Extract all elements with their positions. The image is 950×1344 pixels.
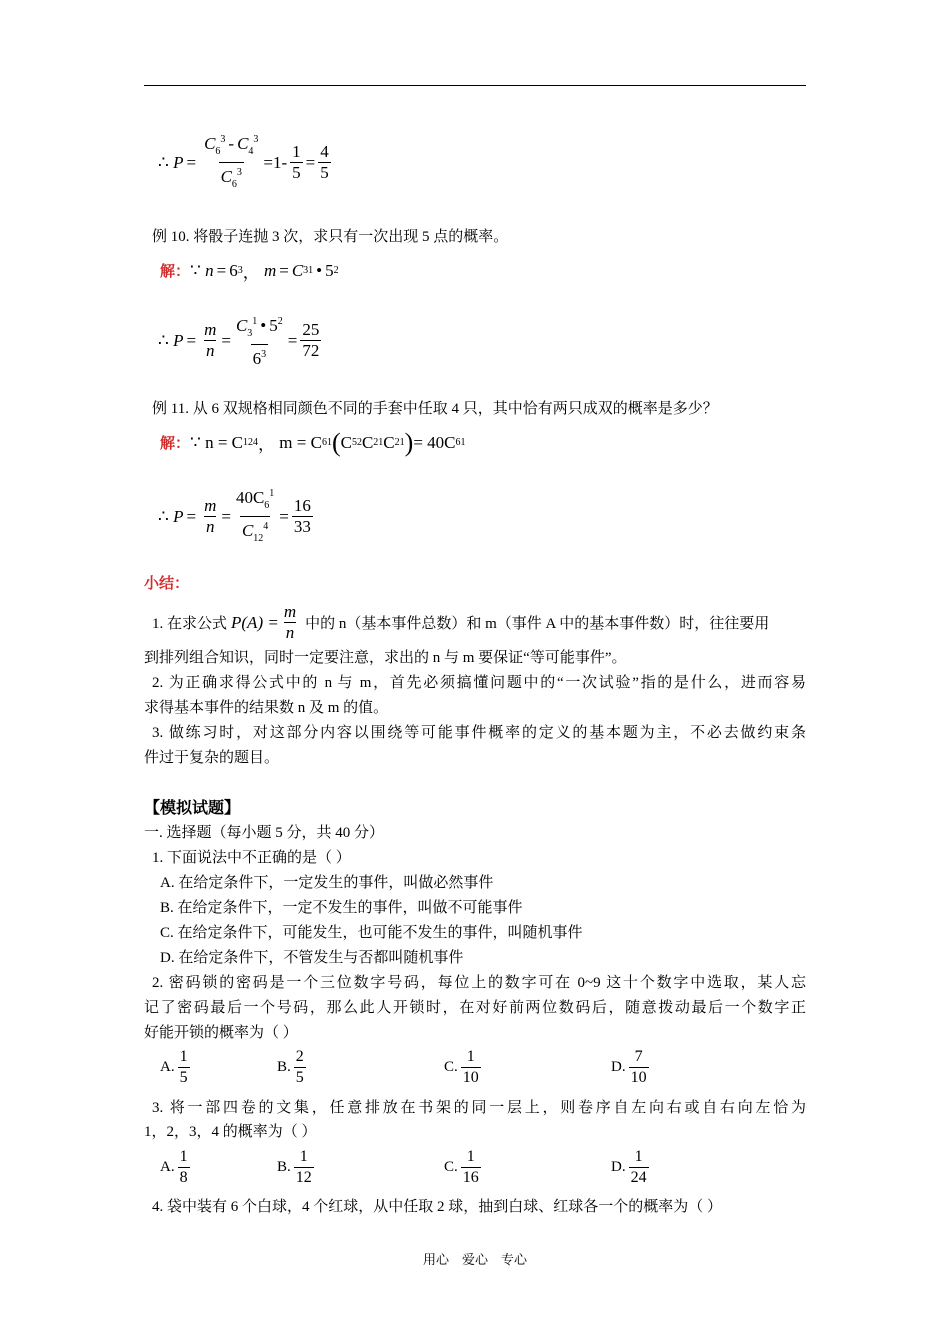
fraction: $\frac{1}{16}$ (462, 1148, 479, 1186)
summary-point-2: 2. 为正确求得公式中的 n 与 m，首先必须搞懂问题中的“一次试验”指的是什么，进而容易 (152, 675, 806, 691)
example-10-given: 解： ∵ n = 6 3 ， m = C 3 1 • 5 2 (160, 260, 339, 282)
fraction: $\frac{1}{10}$ (462, 1048, 479, 1086)
question-3-cont: 1，2，3，4 的概率为（ ） (144, 1124, 317, 1140)
fraction: $\frac{7}{10}$ (630, 1048, 647, 1086)
fraction: $\frac{1}{5}$ (292, 142, 301, 182)
question-3-option-d: D. $\frac{1}{24}$ (611, 1148, 647, 1186)
mock-test-heading: 【模拟试题】 (144, 800, 241, 817)
fraction: $\frac{C_6^3 - C_4^3}{C_6^3}$ (202, 130, 260, 195)
section-multiple-choice: 一. 选择题（每小题 5 分，共 40 分） (144, 825, 385, 841)
question-3-option-a: A. $\frac{1}{8}$ (160, 1148, 188, 1186)
example-11-given: 解： ∵ n = C 12 4 ， m = C 6 1 ( C 5 2 C 2 1 C 2 1 ) = 40C 6 1 (160, 427, 466, 457)
fraction: $\frac{m}{n}$ (204, 320, 217, 360)
question-3: 3. 将一部四卷的文集，任意排放在书架的同一层上，则卷序自左向右或自右向左恰为 (152, 1100, 806, 1116)
question-1-option-d: D. 在给定条件下，不管发生与否都叫随机事件 (160, 950, 464, 966)
example-10-title: 例 10. 将骰子连抛 3 次，求只有一次出现 5 点的概率。 (152, 229, 509, 245)
question-1-option-b: B. 在给定条件下，一定不发生的事件，叫做不可能事件 (160, 900, 523, 916)
summary-point-3-cont: 件过于复杂的题目。 (144, 750, 280, 766)
fraction: $\frac{2}{5}$ (295, 1048, 304, 1086)
question-3-option-c: C. $\frac{1}{16}$ (444, 1148, 479, 1186)
summary-point-1: 1. 在求公式 P(A) = $\frac{m}{n}$ 中的 n（基本事件总数）和 m（事件 A 中的基本事件数）时，往往要用 (152, 602, 770, 642)
summary-point-2-cont: 求得基本事件的结果数 n 及 m 的值。 (144, 700, 389, 716)
solution-label: 解： (160, 264, 191, 280)
fraction: $\frac{1}{12}$ (295, 1148, 312, 1186)
fraction: $\frac{4}{5}$ (320, 142, 329, 182)
equation-prob-top: ∴ P = $\frac{C_6^3 - C_4^3}{C_6^3}$ =1- $\frac{1}{5}$ = $\frac{4}{5}$ (158, 130, 334, 195)
question-2-cont-2: 好能开锁的概率为（ ） (144, 1025, 298, 1041)
fraction: $\frac{40C_6^1}{C_{12}^4}$ (234, 484, 276, 549)
header-rule (144, 85, 806, 86)
question-3-option-b: B. $\frac{1}{12}$ (277, 1148, 312, 1186)
question-1: 1. 下面说法中不正确的是（ ） (152, 850, 351, 866)
question-2-option-b: B. $\frac{2}{5}$ (277, 1048, 304, 1086)
summary-point-3: 3. 做练习时，对这部分内容以围绕等可能事件概率的定义的基本题为主，不必去做约束条 (152, 725, 806, 741)
question-2-option-d: D. $\frac{7}{10}$ (611, 1048, 647, 1086)
question-2-option-a: A. $\frac{1}{5}$ (160, 1048, 188, 1086)
question-4: 4. 袋中装有 6 个白球，4 个红球，从中任取 2 球，抽到白球、红球各一个的概率为（ ） (152, 1199, 723, 1215)
formula-fraction: $\frac{m}{n}$ (283, 602, 297, 642)
question-2-cont: 记了密码最后一个号码，那么此人开锁时，在对好前两位数码后，随意拨动最后一个数字正 (144, 1000, 806, 1016)
question-1-option-a: A. 在给定条件下，一定发生的事件，叫做必然事件 (160, 875, 494, 891)
question-1-option-c: C. 在给定条件下，可能发生，也可能不发生的事件，叫随机事件 (160, 925, 583, 941)
summary-heading: 小结： (144, 576, 190, 592)
question-2: 2. 密码锁的密码是一个三位数字号码，每位上的数字可在 0~9 这十个数字中选取，某人忘 (152, 975, 806, 991)
page-footer: 用心 爱心 专心 (422, 1252, 527, 1267)
fraction: $\frac{C_3^1 • 5^2}{6^3}$ (235, 316, 283, 368)
fraction: $\frac{1}{24}$ (630, 1148, 647, 1186)
example-11-title: 例 11. 从 6 双规格相同颜色不同的手套中任取 4 只，其中恰有两只成双的概率是多少？ (152, 401, 718, 417)
example-11-result: ∴ P = $\frac{m}{n}$ = $\frac{40C_6^1}{C_{12}^4}$ = $\frac{16}{33}$ (158, 484, 316, 549)
summary-point-1-cont: 到排列组合知识，同时一定要注意，求出的 n 与 m 要保证“等可能事件”。 (144, 650, 627, 666)
fraction: $\frac{16}{33}$ (293, 496, 311, 536)
fraction: $\frac{1}{5}$ (179, 1048, 188, 1086)
fraction: $\frac{25}{72}$ (302, 320, 320, 360)
question-2-option-c: C. $\frac{1}{10}$ (444, 1048, 479, 1086)
fraction: $\frac{m}{n}$ (204, 496, 217, 536)
fraction: $\frac{1}{8}$ (179, 1148, 188, 1186)
example-10-result: ∴ P = $\frac{m}{n}$ = $\frac{C_3^1 • 5^2}{6^3}$ = $\frac{25}{72}$ (158, 312, 324, 369)
solution-label: 解： (160, 436, 191, 452)
